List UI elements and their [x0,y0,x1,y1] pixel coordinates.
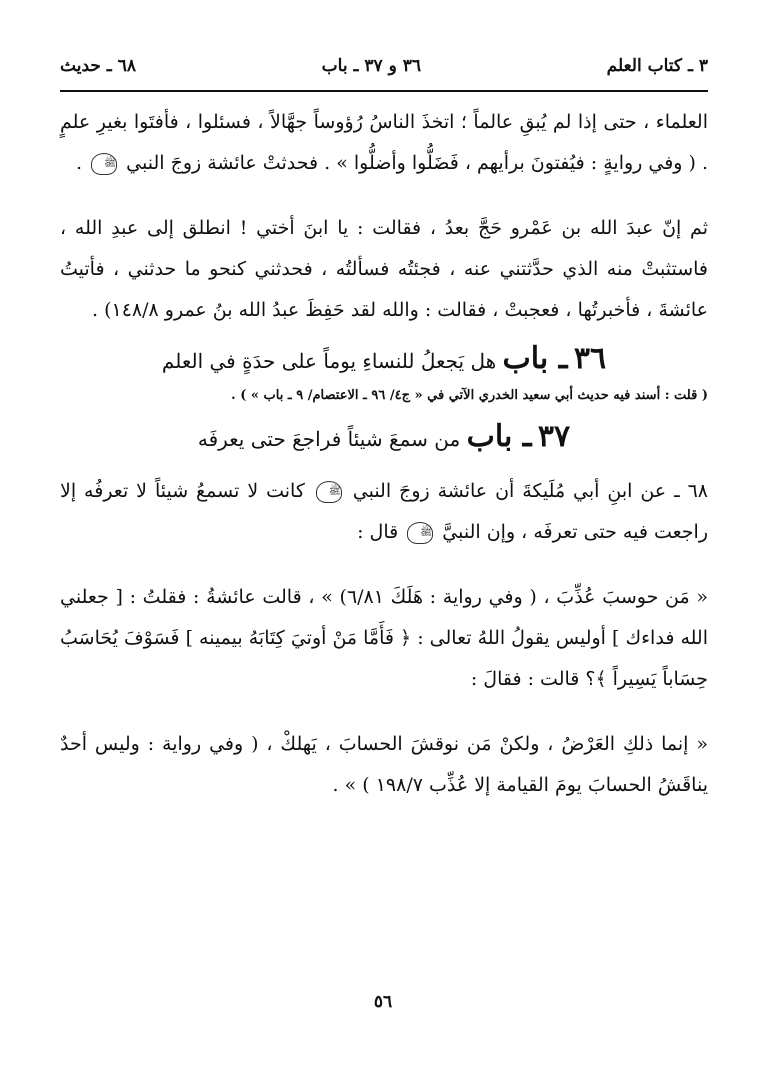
chapter-36-note: ( قلت : أسند فيه حديث أبي سعيد الخدري الآتي في « ج٤/ ٩٦ ـ الاعتصام/ ٩ ـ باب » ) . [231,388,708,403]
chapter-37-heading: ٣٧ ـ باب من سمعَ شيئاً فراجعَ حتى يعرفَه [197,419,571,454]
chapter-36-bab: باب [502,341,549,376]
chapter-37-number: ٣٧ [537,419,571,454]
page-number: ٥٦ [373,992,393,1012]
header-hadith-number: ٦٨ ـ حديث [60,56,136,76]
chapter-36-number: ٣٦ [573,341,607,376]
paragraph-1: العلماء ، حتى إذا لم يُبقِ عالماً ؛ اتخذَ الناسُ رُؤوساً جهَّالاً ، فسئلوا ، فأفتَوا بغيرِ علمٍ . ( وفي روايةٍ : فيُفتونَ برأيهم ، فَضَلُّوا وأضلُّوا » . فحدثتْ عائشة زوجَ النبي ﷺ . [60,111,708,174]
hadith-68-dialogue: « مَن حوسبَ عُذِّبَ ، ( وفي رواية : هَلَكَ ٦/٨١) » ، قالت عائشةُ : فقلتُ : [ جعلني الله فداءك ] أوليس يقولُ اللهُ تعالى : ﴿ فَأَمَّا مَنْ أوتيَ كِتَابَهُ بيمينه ] فَسَوْفَ يُحَاسَبُ حِسَاباً يَسِيراً ﴾؟ قالت : فقالَ : [60,586,708,690]
header-divider [60,90,708,92]
sallallahu-glyph: ﷺ [91,153,117,175]
chapter-36-title: هل يَجعلُ للنساءِ يوماً على حدَةٍ في العلم [161,349,497,373]
paragraph-2: ثم إنّ عبدَ الله بن عَمْرو حَجَّ بعدُ ، فقالت : يا ابنَ أختي ! انطلق إلى عبدِ الله ، فاستثبتْ منه الذي حدَّثتني عنه ، فجئتُه فسألتُه ، فحدثني كنحو ما حدثني ، فأتيتُ عائشةَ ، فأخبرتُها ، فعجبتْ ، فقالت : والله لقد حَفِظَ عبدُ الله بنُ عمرو ١٤٨/٨) . [60,217,708,321]
running-header [60,50,708,82]
sallallahu-glyph: ﷺ [316,481,342,503]
hadith-68-answer: « إنما ذلكِ العَرْضُ ، ولكنْ مَن نوقشَ الحسابَ ، يَهلكْ ، ( وفي رواية : وليس أحدٌ يناقَشُ الحسابَ يومَ القيامة إلا عُذِّب ١٩٨/٧ ) » . [60,733,708,796]
header-book-title: ٣ ـ كتاب العلم [606,56,708,76]
hadith-68-paragraph: ٦٨ ـ عن ابنِ أبي مُلَيكةَ أن عائشة زوجَ النبي ﷺ كانت لا تسمعُ شيئاً لا تعرفُه إلا راجعت فيه حتى تعرفَه ، وإن النبيَّ ﷺ قال : [60,480,708,543]
page-content [60,102,708,806]
sallallahu-glyph: ﷺ [407,522,433,544]
chapter-36-heading: ٣٦ ـ باب هل يَجعلُ للنساءِ يوماً على حدَةٍ في العلم [161,341,607,376]
chapter-37-bab: باب [466,419,513,454]
header-chapter-range: ٣٦ و ٣٧ ـ باب [321,56,421,76]
chapter-37-title: من سمعَ شيئاً فراجعَ حتى يعرفَه [197,427,461,451]
